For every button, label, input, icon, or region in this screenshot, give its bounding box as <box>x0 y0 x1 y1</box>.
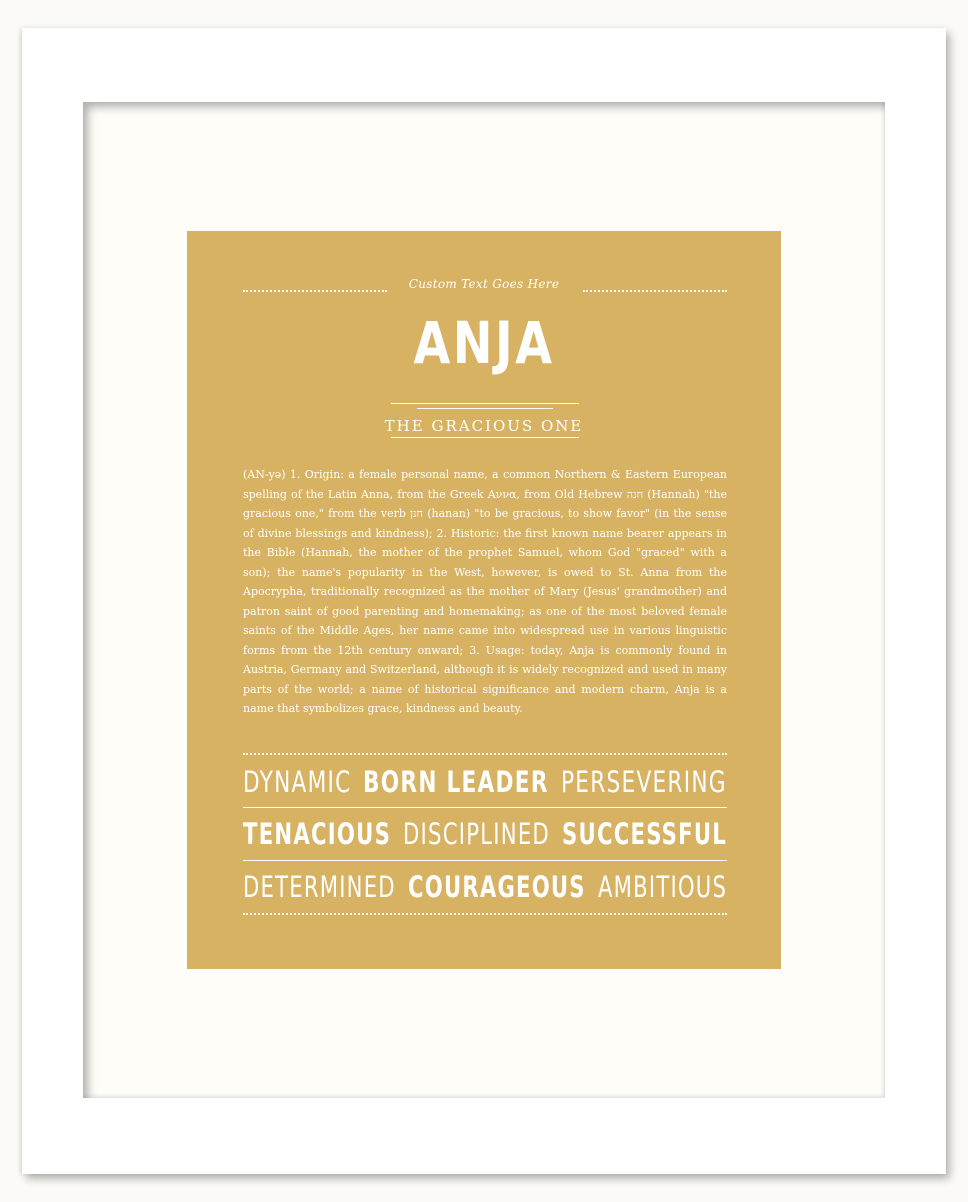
traits-row-3 <box>243 870 727 904</box>
dotted-divider-right <box>583 290 727 292</box>
name-meaning: THE GRACIOUS ONE <box>384 417 584 435</box>
meaning-rule-top <box>391 403 579 404</box>
trait: COURAGEOUS <box>407 870 586 904</box>
trait: PERSEVERING <box>561 765 728 799</box>
name-title: ANJA <box>413 309 555 377</box>
traits-rule-2 <box>243 860 727 861</box>
meaning-rule-top-short <box>417 408 553 409</box>
traits-divider-bottom <box>243 913 727 915</box>
mat-board <box>83 102 885 1098</box>
trait: DETERMINED <box>243 870 396 904</box>
name-definition: (AN-yə) 1. Origin: a female personal name, a common Northern & Eastern European spelling of the Latin Anna, from the Greek Αννα, from Old Hebrew חנה (Hannah) "the gracious one," from the verb חנן (hanan) "to be gracious, to show favor" (in the sense of divine blessings and kindness); 2. Historic: the first known name bearer appears in the Bible (Hannah, the mother of the prophet Samuel, whom God "graced" with a son); the name's popularity in the West, however, is owed to St. Anna from the Apocrypha, traditionally recognized as the mother of Mary (Jesus' grandmother) and patron saint of good parenting and homemaking; as one of the most beloved female saints of the Middle Ages, her name came into widespread use in various linguistic forms from the 12th century onward; 3. Usage: today, Anja is commonly found in Austria, Germany and Switzerland, although it is widely recognized and used in many parts of the world; a name of historical significance and modern charm, Anja is a name that symbolizes grace, kindness and beauty. <box>243 468 727 715</box>
traits-divider-top <box>243 753 727 755</box>
trait: TENACIOUS <box>243 817 392 851</box>
traits-row-2 <box>243 817 727 851</box>
picture-frame <box>22 28 946 1174</box>
trait: BORN LEADER <box>363 765 550 799</box>
trait: AMBITIOUS <box>597 870 727 904</box>
traits-row-1 <box>243 765 727 799</box>
trait: DISCIPLINED <box>403 817 551 851</box>
trait: DYNAMIC <box>243 765 352 799</box>
trait: SUCCESSFUL <box>562 817 728 851</box>
meaning-rule-bottom <box>391 437 579 438</box>
name-art-print <box>187 231 781 969</box>
traits-rule-1 <box>243 807 727 808</box>
custom-text: Custom Text Goes Here <box>408 277 560 291</box>
